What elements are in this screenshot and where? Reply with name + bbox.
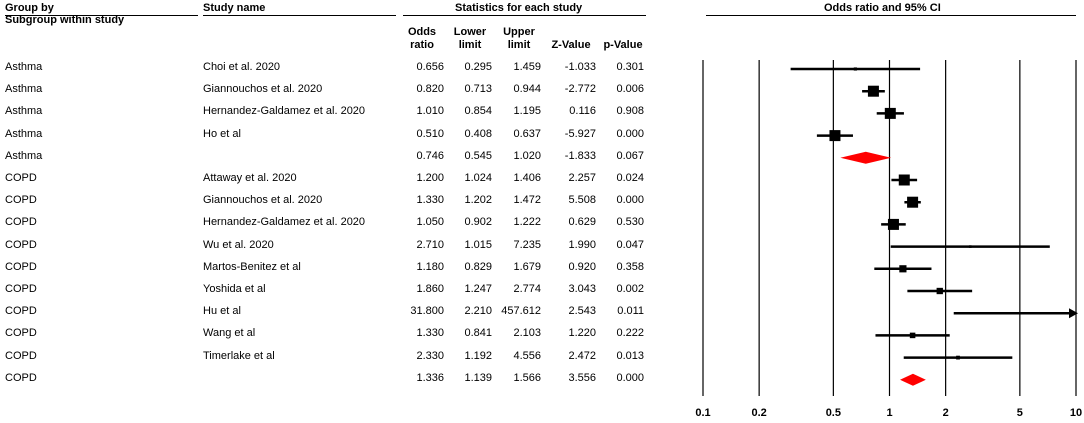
row-or: 2.710: [416, 239, 444, 251]
row-z: 3.043: [568, 283, 596, 295]
summary-diamond: [900, 374, 926, 386]
row-study: Yoshida et al: [203, 283, 266, 295]
row-z: -5.927: [564, 128, 596, 140]
point-estimate: [829, 130, 840, 141]
row-or: 0.746: [416, 150, 444, 162]
row-upper: 1.222: [513, 216, 541, 228]
row-study: Timerlake et al: [203, 350, 275, 362]
row-upper: 1.195: [513, 105, 541, 117]
row-p: 0.002: [616, 283, 644, 295]
row-upper: 0.944: [513, 83, 541, 95]
point-estimate: [899, 265, 906, 272]
col-lower-limit: Lower limit: [453, 26, 487, 51]
row-z: 2.472: [568, 350, 596, 362]
row-lower: 0.841: [464, 327, 492, 339]
tick-label: 10: [1069, 407, 1083, 419]
ci-arrow: [1069, 308, 1078, 318]
row-z: 2.543: [568, 305, 596, 317]
row-group: COPD: [5, 261, 37, 273]
row-study: Choi et al. 2020: [203, 61, 281, 73]
row-lower: 0.545: [464, 150, 492, 162]
row-study: Giannouchos et al. 2020: [203, 194, 323, 206]
row-lower: 0.408: [464, 128, 492, 140]
row-or: 0.656: [416, 61, 444, 73]
row-group: Asthma: [5, 128, 43, 140]
row-z: 0.920: [568, 261, 596, 273]
row-upper: 4.556: [513, 350, 541, 362]
row-lower: 0.295: [464, 61, 492, 73]
tick-label: 1: [886, 407, 893, 419]
row-upper: 0.637: [513, 128, 541, 140]
row-lower: 0.829: [464, 261, 492, 273]
summary-diamond: [840, 152, 891, 164]
row-study: Attaway et al. 2020: [203, 172, 297, 184]
row-group: COPD: [5, 350, 37, 362]
row-group: COPD: [5, 305, 37, 317]
row-or: 1.330: [416, 194, 444, 206]
row-group: COPD: [5, 239, 37, 251]
row-study: Hernandez-Galdamez et al. 2020: [203, 216, 366, 228]
row-upper: 2.103: [513, 327, 541, 339]
row-z: 0.629: [568, 216, 596, 228]
row-study: Hernandez-Galdamez et al. 2020: [203, 105, 366, 117]
row-lower: 1.202: [464, 194, 492, 206]
row-z: 0.116: [569, 105, 596, 117]
col-p-value: p-Value: [603, 39, 643, 51]
row-z: 2.257: [568, 172, 596, 184]
point-estimate: [854, 67, 857, 70]
col-z-value: Z-Value: [551, 39, 591, 51]
row-p: 0.301: [616, 61, 644, 73]
row-lower: 0.854: [464, 105, 492, 117]
row-p: 0.000: [616, 194, 644, 206]
row-upper: 7.235: [513, 239, 541, 251]
row-lower: 0.902: [464, 216, 492, 228]
row-p: 0.047: [616, 239, 644, 251]
row-z: -1.033: [564, 61, 596, 73]
row-upper: 1.020: [513, 150, 541, 162]
row-group: COPD: [5, 372, 37, 384]
col-odds-ratio: Odds ratio: [407, 26, 437, 51]
tick-label: 0.2: [751, 407, 767, 419]
tick-label: 2: [942, 407, 949, 419]
row-or: 1.330: [416, 327, 444, 339]
row-or: 31.800: [410, 305, 444, 317]
row-p: 0.067: [616, 150, 644, 162]
row-p: 0.530: [616, 216, 644, 228]
row-lower: 1.024: [464, 172, 492, 184]
row-p: 0.000: [616, 128, 644, 140]
row-group: COPD: [5, 216, 37, 228]
row-study: Wang et al: [203, 327, 256, 339]
row-or: 1.180: [416, 261, 444, 273]
row-or: 1.336: [416, 372, 444, 384]
row-group: Asthma: [5, 150, 43, 162]
row-p: 0.024: [616, 172, 644, 184]
row-upper: 457.612: [501, 305, 541, 317]
point-estimate: [910, 333, 916, 339]
col-upper-limit: Upper limit: [503, 26, 535, 51]
row-or: 2.330: [416, 350, 444, 362]
row-lower: 2.210: [464, 305, 492, 317]
row-p: 0.000: [616, 372, 644, 384]
row-or: 1.050: [416, 216, 444, 228]
row-z: 5.508: [568, 194, 596, 206]
row-study: Ho et al: [203, 128, 241, 140]
row-p: 0.011: [617, 305, 644, 317]
row-z: 1.990: [568, 239, 596, 251]
header-subgroup: Subgroup within study: [5, 14, 125, 26]
point-estimate: [937, 288, 943, 294]
row-lower: 1.192: [464, 350, 492, 362]
header-group-by: Group by: [5, 2, 54, 14]
tick-label: 0.1: [695, 407, 711, 419]
row-or: 0.820: [416, 83, 444, 95]
row-z: 3.556: [568, 372, 596, 384]
row-study: Wu et al. 2020: [203, 239, 274, 251]
header-study-name: Study name: [203, 2, 266, 14]
row-p: 0.358: [616, 261, 644, 273]
row-group: COPD: [5, 194, 37, 206]
point-estimate: [907, 197, 918, 208]
row-lower: 0.713: [464, 83, 492, 95]
row-upper: 1.406: [513, 172, 541, 184]
row-z: 1.220: [568, 327, 596, 339]
point-estimate: [885, 108, 896, 119]
row-lower: 1.247: [464, 283, 492, 295]
tick-label: 5: [1016, 407, 1023, 419]
row-p: 0.013: [616, 350, 644, 362]
point-estimate: [956, 356, 960, 360]
row-lower: 1.139: [464, 372, 492, 384]
row-group: Asthma: [5, 105, 43, 117]
row-study: Hu et al: [203, 305, 241, 317]
point-estimate: [899, 175, 910, 186]
point-estimate: [868, 86, 879, 97]
row-upper: 2.774: [513, 283, 541, 295]
row-group: Asthma: [5, 83, 43, 95]
row-upper: 1.679: [513, 261, 541, 273]
row-upper: 1.459: [513, 61, 541, 73]
row-upper: 1.472: [513, 194, 541, 206]
row-or: 0.510: [416, 128, 444, 140]
row-p: 0.222: [616, 327, 644, 339]
row-z: -1.833: [564, 150, 596, 162]
row-or: 1.010: [416, 105, 444, 117]
point-estimate: [969, 245, 972, 248]
row-z: -2.772: [564, 83, 596, 95]
row-group: COPD: [5, 327, 37, 339]
row-group: COPD: [5, 172, 37, 184]
point-estimate: [888, 219, 899, 230]
row-lower: 1.015: [464, 239, 492, 251]
row-study: Giannouchos et al. 2020: [203, 83, 323, 95]
row-p: 0.908: [616, 105, 644, 117]
row-study: Martos-Benitez et al: [203, 261, 301, 273]
row-group: Asthma: [5, 61, 43, 73]
row-or: 1.200: [416, 172, 444, 184]
row-or: 1.860: [416, 283, 444, 295]
header-stats: Statistics for each study: [455, 2, 583, 14]
row-p: 0.006: [616, 83, 644, 95]
row-upper: 1.566: [513, 372, 541, 384]
tick-label: 0.5: [825, 407, 841, 419]
row-group: COPD: [5, 283, 37, 295]
header-odds-ci: Odds ratio and 95% CI: [824, 2, 941, 14]
